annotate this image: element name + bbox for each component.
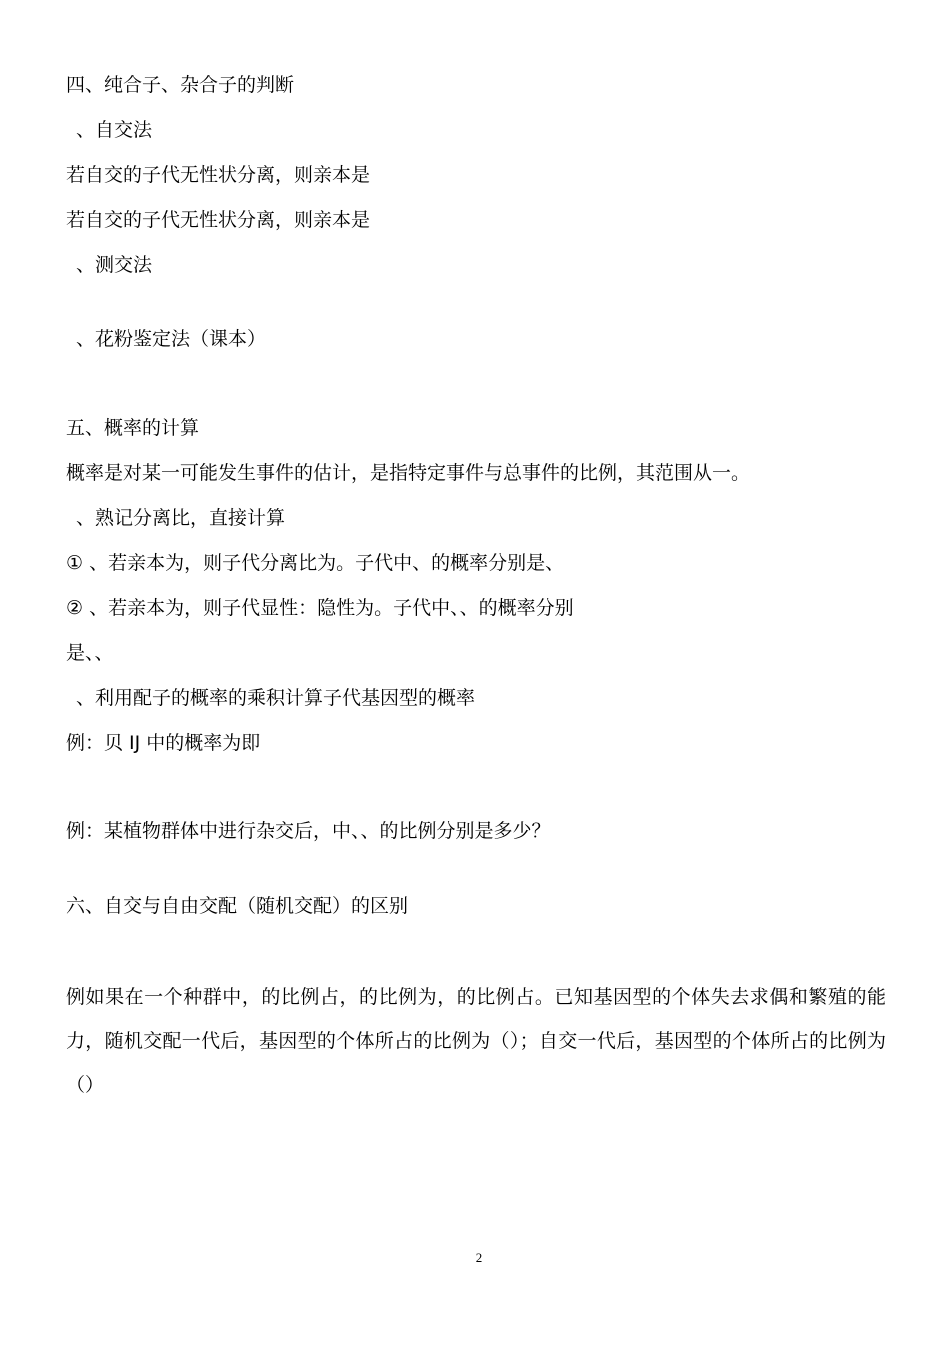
section-6-heading: 六、自交与自由交配（随机交配）的区别 — [66, 895, 409, 917]
page-number: 2 — [475, 1250, 483, 1265]
section-5-point-2-continued: 是、、 — [66, 642, 114, 664]
section-5-definition: 概率是对某一可能发生事件的估计，是指特定事件与总事件的比例，其范围从一。 — [66, 462, 751, 484]
section-5-item-ratio: 、熟记分离比，直接计算 — [76, 507, 286, 529]
section-5-heading: 五、概率的计算 — [66, 417, 200, 439]
section-5-item-gamete-product: 、利用配子的概率的乘积计算子代基因型的概率 — [76, 687, 476, 709]
section-5-example-2: 例：某植物群体中进行杂交后，中、、的比例分别是多少？ — [66, 820, 551, 842]
section-5-point-1: ① 、若亲本为，则子代分离比为。子代中、的概率分别是、 — [66, 552, 565, 574]
section-4-item-self-cross: 、自交法 — [76, 119, 153, 141]
section-4-line-1: 若自交的子代无性状分离，则亲本是 — [66, 164, 371, 186]
section-5-point-2: ② 、若亲本为，则子代显性：隐性为。子代中、、的概率分别 — [66, 597, 574, 619]
section-4-heading: 四、纯合子、杂合子的判断 — [66, 74, 295, 96]
section-6-example: 例如果在一个种群中，的比例占，的比例为，的比例占。已知基因型的个体失去求偶和繁殖的能力，随机交配一代后，基因型的个体所占的比例为（）；自交一代后，基因型的个体所占的比例为（） — [66, 986, 886, 1096]
section-4-item-pollen-test: 、花粉鉴定法（课本） — [76, 328, 267, 350]
section-5-example-1: 例：贝 IJ 中的概率为即 — [66, 732, 261, 754]
section-4-line-2: 若自交的子代无性状分离，则亲本是 — [66, 209, 371, 231]
section-4-item-test-cross: 、测交法 — [76, 254, 153, 276]
